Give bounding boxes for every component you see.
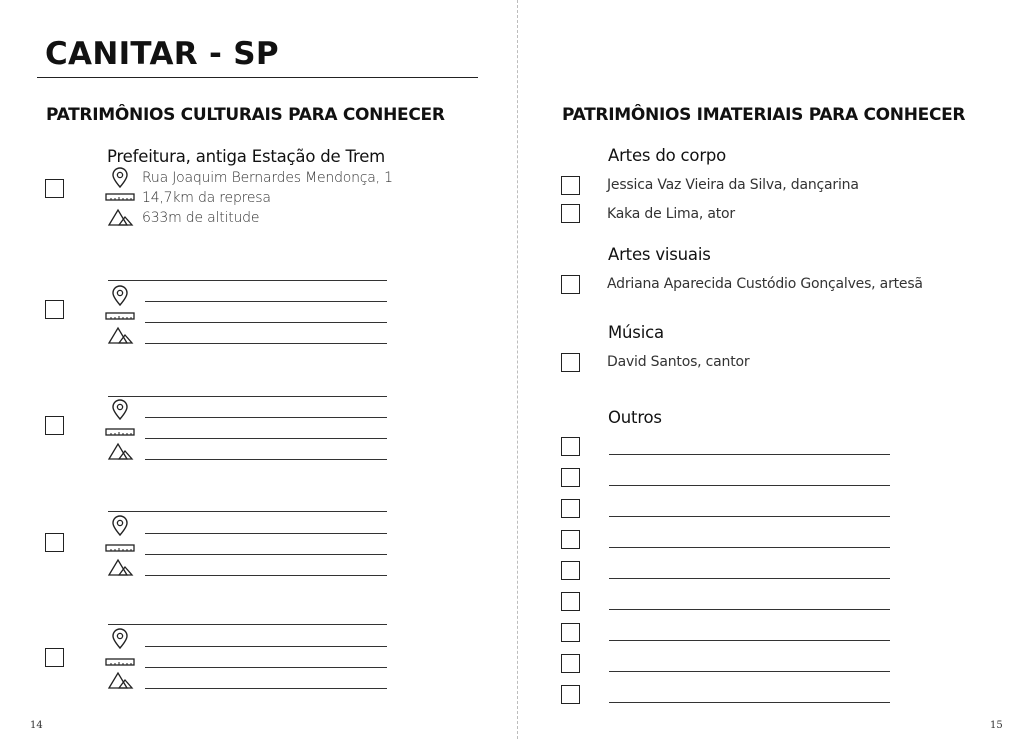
list-item: Jessica Vaz Vieira da Silva, dançarina xyxy=(607,177,859,193)
ruler-icon xyxy=(105,193,135,202)
checkbox-prefeitura[interactable] xyxy=(45,179,64,198)
blank-altitude-line[interactable] xyxy=(145,688,387,689)
blank-name-line[interactable] xyxy=(108,624,387,625)
list-item: Kaka de Lima, ator xyxy=(607,206,735,222)
blank-altitude-line[interactable] xyxy=(145,459,387,460)
blank-distance-line[interactable] xyxy=(145,438,387,439)
mountain-icon xyxy=(107,207,135,227)
title-underline xyxy=(37,77,478,78)
cultural-heritage-heading: PATRIMÔNIOS CULTURAIS PARA CONHECER xyxy=(46,105,445,125)
heritage-distance: 14,7km da represa xyxy=(142,190,271,206)
location-pin-icon xyxy=(110,399,130,421)
category-artes-do-corpo: Artes do corpo xyxy=(608,146,727,165)
blank-altitude-line[interactable] xyxy=(145,575,387,576)
mountain-icon xyxy=(107,670,135,690)
blank-entry-line[interactable] xyxy=(609,609,890,610)
checkbox-outros[interactable] xyxy=(561,654,580,673)
blank-address-line[interactable] xyxy=(145,646,387,647)
blank-name-line[interactable] xyxy=(108,511,387,512)
blank-distance-line[interactable] xyxy=(145,322,387,323)
checkbox-kaka[interactable] xyxy=(561,204,580,223)
blank-entry-line[interactable] xyxy=(609,485,890,486)
blank-distance-line[interactable] xyxy=(145,667,387,668)
page-title: CANITAR - SP xyxy=(45,36,279,72)
blank-address-line[interactable] xyxy=(145,417,387,418)
blank-entry-line[interactable] xyxy=(609,547,890,548)
ruler-icon xyxy=(105,658,135,667)
checkbox-david[interactable] xyxy=(561,353,580,372)
ruler-icon xyxy=(105,428,135,437)
checkbox-jessica[interactable] xyxy=(561,176,580,195)
checkbox-blank-entry[interactable] xyxy=(45,648,64,667)
list-item: David Santos, cantor xyxy=(607,354,750,370)
blank-name-line[interactable] xyxy=(108,280,387,281)
checkbox-outros[interactable] xyxy=(561,623,580,642)
checkbox-outros[interactable] xyxy=(561,437,580,456)
checkbox-outros[interactable] xyxy=(561,499,580,518)
blank-name-line[interactable] xyxy=(108,396,387,397)
blank-entry-line[interactable] xyxy=(609,702,890,703)
category-outros: Outros xyxy=(608,408,662,427)
checkbox-adriana[interactable] xyxy=(561,275,580,294)
blank-address-line[interactable] xyxy=(145,533,387,534)
heritage-altitude: 633m de altitude xyxy=(142,210,260,226)
location-pin-icon xyxy=(110,515,130,537)
heritage-item-title: Prefeitura, antiga Estação de Trem xyxy=(107,147,386,166)
blank-entry-line[interactable] xyxy=(609,454,890,455)
list-item: Adriana Aparecida Custódio Gonçalves, artesã xyxy=(607,276,923,292)
page-fold-divider xyxy=(517,0,518,739)
checkbox-outros[interactable] xyxy=(561,530,580,549)
checkbox-blank-entry[interactable] xyxy=(45,416,64,435)
page-number-right: 15 xyxy=(990,720,1003,731)
heritage-address: Rua Joaquim Bernardes Mendonça, 1 xyxy=(142,170,393,186)
checkbox-outros[interactable] xyxy=(561,685,580,704)
location-pin-icon xyxy=(110,285,130,307)
mountain-icon xyxy=(107,557,135,577)
page-number-left: 14 xyxy=(30,720,43,731)
checkbox-outros[interactable] xyxy=(561,561,580,580)
blank-entry-line[interactable] xyxy=(609,516,890,517)
blank-address-line[interactable] xyxy=(145,301,387,302)
blank-entry-line[interactable] xyxy=(609,578,890,579)
checkbox-blank-entry[interactable] xyxy=(45,300,64,319)
checkbox-outros[interactable] xyxy=(561,468,580,487)
category-musica: Música xyxy=(608,323,664,342)
ruler-icon xyxy=(105,544,135,553)
blank-distance-line[interactable] xyxy=(145,554,387,555)
ruler-icon xyxy=(105,312,135,321)
blank-altitude-line[interactable] xyxy=(145,343,387,344)
mountain-icon xyxy=(107,441,135,461)
checkbox-blank-entry[interactable] xyxy=(45,533,64,552)
mountain-icon xyxy=(107,325,135,345)
checkbox-outros[interactable] xyxy=(561,592,580,611)
location-pin-icon xyxy=(110,167,130,189)
intangible-heritage-heading: PATRIMÔNIOS IMATERIAIS PARA CONHECER xyxy=(562,105,966,125)
blank-entry-line[interactable] xyxy=(609,671,890,672)
category-artes-visuais: Artes visuais xyxy=(608,245,711,264)
blank-entry-line[interactable] xyxy=(609,640,890,641)
location-pin-icon xyxy=(110,628,130,650)
